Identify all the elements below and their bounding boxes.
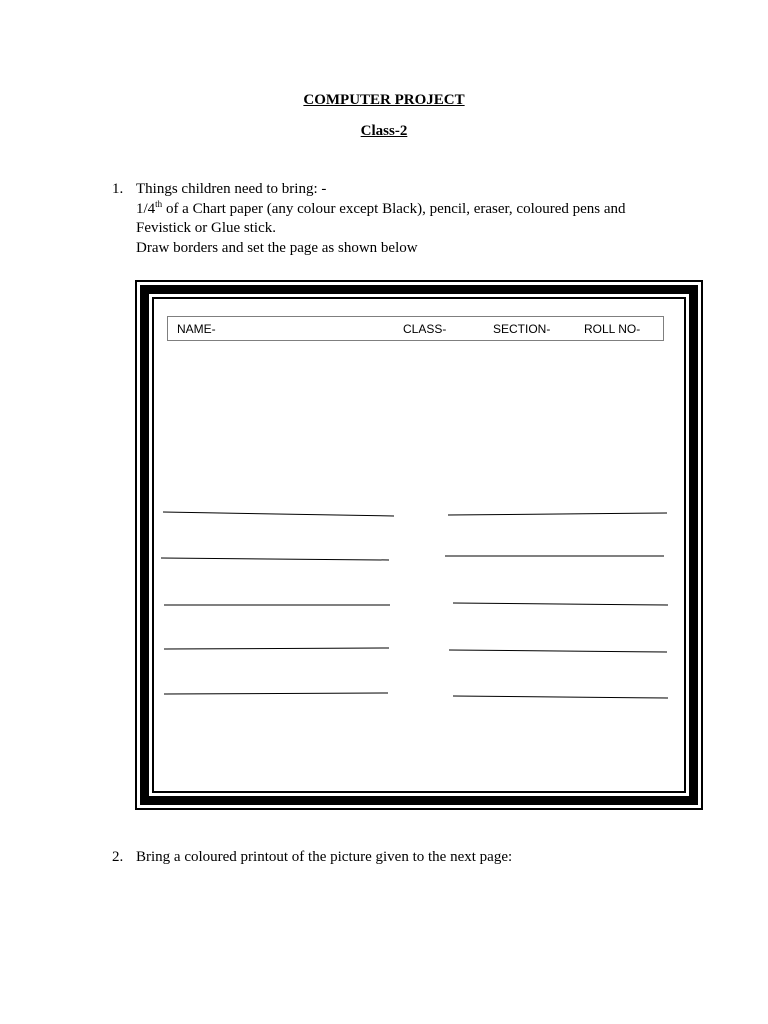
item-1-number: 1.: [112, 181, 124, 197]
writing-line-left-5: [164, 693, 388, 694]
roll-no-label: ROLL NO-: [584, 322, 641, 336]
item-2-text: Bring a coloured printout of the picture given to the next page:: [136, 849, 513, 865]
item-2-number: 2.: [112, 849, 124, 865]
document-title: COMPUTER PROJECT: [303, 92, 465, 108]
item-1-heading: Things children need to bring: -: [136, 181, 327, 197]
document-subtitle: Class-2: [360, 123, 408, 139]
writing-line-right-3: [453, 603, 668, 605]
materials-superscript: th: [155, 199, 163, 209]
class-label: CLASS-: [403, 322, 447, 336]
writing-line-left-2: [161, 558, 389, 560]
writing-line-left-4: [164, 648, 389, 649]
writing-line-right-5: [453, 696, 668, 698]
item-1-materials-line2: Fevistick or Glue stick.: [136, 220, 276, 236]
materials-text: of a Chart paper (any colour except Black), pencil, eraser, coloured pens and: [162, 201, 626, 217]
item-1-instruction: Draw borders and set the page as shown below: [136, 240, 418, 256]
materials-fraction: 1/4: [136, 201, 156, 217]
writing-line-right-4: [449, 650, 667, 652]
writing-line-right-1: [448, 513, 667, 515]
name-label: NAME-: [177, 322, 216, 336]
writing-line-left-1: [163, 512, 394, 516]
section-label: SECTION-: [493, 322, 551, 336]
